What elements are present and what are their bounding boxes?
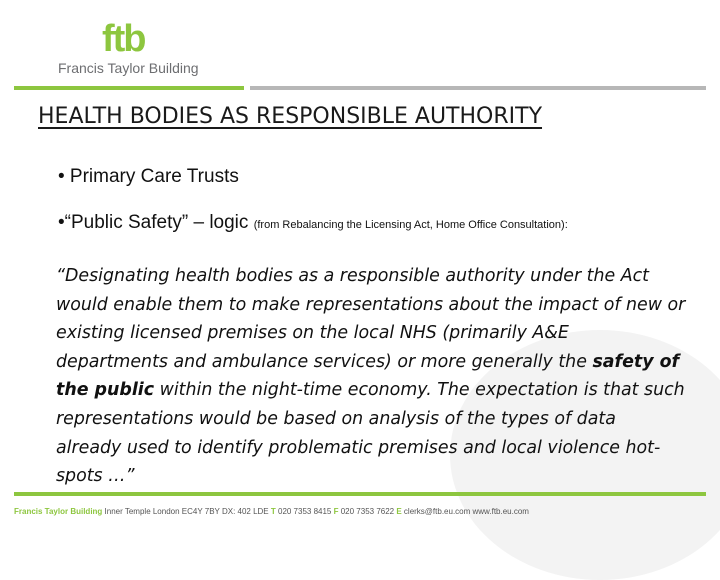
header-rule-green bbox=[14, 86, 244, 90]
footer-address: Inner Temple London EC4Y 7BY DX: 402 LDE bbox=[102, 507, 271, 516]
footer-rule bbox=[14, 492, 706, 496]
quote-text-2: within the night-time economy. The expectation is that such representations would be based on analysis of the types of data already used to identify problematic premises and local violence hot-spots …” bbox=[56, 380, 685, 487]
footer-email-web: clerks@ftb.eu.com www.ftb.eu.com bbox=[401, 507, 529, 516]
footer-email-label: E bbox=[396, 507, 402, 516]
consultation-quote bbox=[56, 262, 686, 491]
footer-tel: 020 7353 8415 bbox=[275, 507, 334, 516]
footer-tel-label: T bbox=[270, 507, 276, 516]
quote-emphasis: safety of the public bbox=[56, 351, 680, 401]
header-rule-grey bbox=[250, 86, 706, 90]
footer-rule-green bbox=[14, 492, 706, 496]
footer-fax: 020 7353 7622 bbox=[338, 507, 397, 516]
header-rule bbox=[14, 86, 706, 90]
logo-mark: ftb bbox=[102, 18, 145, 60]
footer-firm: Francis Taylor Building bbox=[14, 507, 103, 516]
footer-fax-label: F bbox=[333, 507, 339, 516]
bullet-source-note: (from Rebalancing the Licensing Act, Home Office Consultation): bbox=[253, 219, 568, 231]
ftb-logo bbox=[58, 20, 199, 76]
bullet-primary-care-trusts: • Primary Care Trusts bbox=[58, 166, 239, 187]
quote-text-1: “Designating health bodies as a responsible authority under the Act would enable them to make representations about the impact of new or existing licensed premises on the local NHS (primarily A&E departments and ambulance services) or more generally the bbox=[56, 266, 686, 372]
bullet-public-safety bbox=[58, 212, 568, 234]
slide-title: HEALTH BODIES AS RESPONSIBLE AUTHORITY bbox=[38, 104, 543, 129]
footer-contact bbox=[14, 507, 529, 516]
bullet-public-safety-text: •“Public Safety” – logic bbox=[58, 212, 254, 233]
logo-firm-name: Francis Taylor Building bbox=[58, 60, 199, 76]
